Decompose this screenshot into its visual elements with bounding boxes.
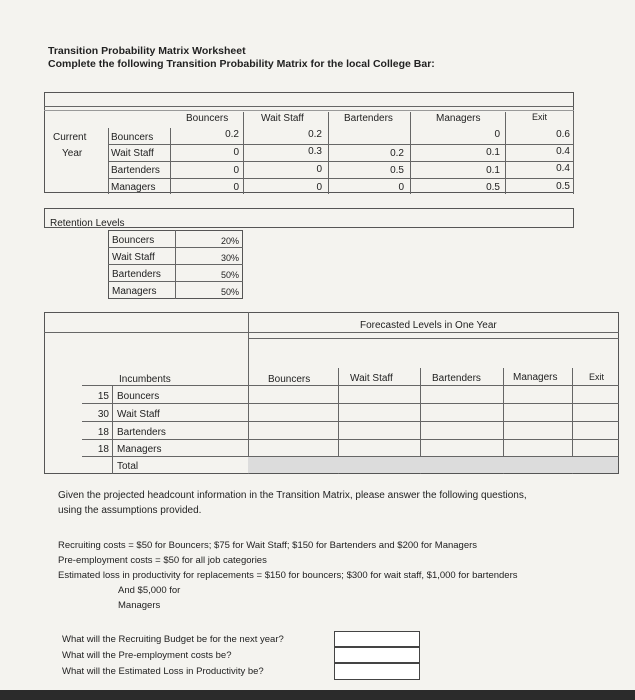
matrix-col-bouncers: Bouncers bbox=[186, 113, 229, 124]
assumption-loss-continued: And $5,000 for bbox=[118, 585, 181, 596]
instructions-line2: using the assumptions provided. bbox=[58, 505, 202, 516]
retention-heading: Retention Levels bbox=[50, 218, 125, 229]
answer-box-productivity-loss[interactable] bbox=[334, 663, 420, 680]
matrix-header-divider bbox=[44, 106, 574, 107]
matrix-cell: 0 bbox=[398, 182, 404, 193]
matrix-cell: 0.3 bbox=[308, 146, 322, 157]
retention-row-label: Bartenders bbox=[112, 269, 161, 280]
matrix-cell: 0 bbox=[494, 129, 500, 140]
matrix-row-label: Bouncers bbox=[111, 132, 154, 143]
matrix-cell: 0.6 bbox=[556, 129, 570, 140]
forecast-row-label: Bartenders bbox=[117, 427, 166, 438]
forecast-col-bartenders: Bartenders bbox=[432, 373, 481, 384]
matrix-row-label: Bartenders bbox=[111, 165, 160, 176]
matrix-cell: 0.2 bbox=[390, 148, 404, 159]
forecast-heading: Forecasted Levels in One Year bbox=[360, 320, 497, 331]
retention-row-label: Bouncers bbox=[112, 235, 155, 246]
worksheet-subtitle: Complete the following Transition Probability Matrix for the local College Bar: bbox=[48, 58, 435, 70]
assumption-loss-managers: Managers bbox=[118, 600, 161, 611]
forecast-col-wait-staff: Wait Staff bbox=[350, 373, 393, 384]
question-productivity-loss: What will the Estimated Loss in Productivity be? bbox=[62, 666, 264, 677]
matrix-cell: 0 bbox=[233, 165, 239, 176]
row-group-label-year: Year bbox=[62, 148, 83, 159]
matrix-row-label: Managers bbox=[111, 182, 156, 193]
incumbent-count: 18 bbox=[97, 444, 109, 455]
incumbent-count: 15 bbox=[97, 391, 109, 402]
matrix-cell: 0.2 bbox=[225, 129, 239, 140]
matrix-cell: 0 bbox=[316, 164, 322, 175]
retention-value: 50% bbox=[220, 270, 239, 280]
matrix-row-label: Wait Staff bbox=[111, 148, 154, 159]
matrix-col-managers: Managers bbox=[436, 113, 481, 124]
forecast-col-exit: Exit bbox=[589, 372, 605, 382]
instructions-line1: Given the projected headcount information in the Transition Matrix, please answer the following questions, bbox=[58, 490, 527, 501]
matrix-col-wait-staff: Wait Staff bbox=[261, 113, 304, 124]
forecast-col-bouncers: Bouncers bbox=[268, 374, 311, 385]
forecast-row-label: Managers bbox=[117, 444, 162, 455]
matrix-cell: 0 bbox=[233, 147, 239, 158]
row-group-label-current: Current bbox=[53, 132, 87, 143]
worksheet-title: Transition Probability Matrix Worksheet bbox=[48, 45, 246, 57]
incumbent-count: 18 bbox=[97, 427, 109, 438]
matrix-cell: 0.1 bbox=[486, 147, 500, 158]
total-row-shading bbox=[248, 457, 618, 473]
matrix-cell: 0 bbox=[316, 182, 322, 193]
incumbent-count: 30 bbox=[97, 409, 109, 420]
forecast-row-label: Wait Staff bbox=[117, 409, 160, 420]
matrix-cell: 0 bbox=[233, 182, 239, 193]
matrix-cell: 0.5 bbox=[556, 181, 570, 192]
answer-box-preemployment-costs[interactable] bbox=[334, 647, 420, 663]
retention-value: 20% bbox=[220, 236, 239, 246]
retention-row-label: Wait Staff bbox=[112, 252, 155, 263]
forecast-row-label: Bouncers bbox=[117, 391, 160, 402]
answer-box-recruiting-budget[interactable] bbox=[334, 631, 420, 647]
assumption-loss: Estimated loss in productivity for replacements = $150 for bouncers; $300 for wait staff, $1,000 for bartenders bbox=[58, 570, 518, 581]
matrix-cell: 0.1 bbox=[486, 165, 500, 176]
matrix-cell: 0.5 bbox=[486, 182, 500, 193]
assumption-recruiting: Recruiting costs = $50 for Bouncers; $75 for Wait Staff; $150 for Bartenders and $200 for Managers bbox=[58, 540, 478, 551]
forecast-total-label: Total bbox=[117, 461, 139, 472]
question-recruiting-budget: What will the Recruiting Budget be for the next year? bbox=[62, 634, 284, 645]
retention-row-label: Managers bbox=[112, 286, 157, 297]
matrix-cell: 0.4 bbox=[556, 146, 570, 157]
question-preemployment-costs: What will the Pre-employment costs be? bbox=[62, 650, 232, 661]
incumbents-label: Incumbents bbox=[119, 374, 171, 385]
assumption-preemployment: Pre-employment costs = $50 for all job categories bbox=[58, 555, 267, 566]
matrix-col-exit: Exit bbox=[532, 112, 548, 122]
matrix-cell: 0.5 bbox=[390, 165, 404, 176]
matrix-cell: 0.2 bbox=[308, 129, 322, 140]
forecast-col-managers: Managers bbox=[513, 372, 558, 383]
retention-value: 30% bbox=[220, 253, 239, 263]
retention-value: 50% bbox=[220, 287, 239, 297]
matrix-col-bartenders: Bartenders bbox=[344, 113, 393, 124]
matrix-cell: 0.4 bbox=[556, 163, 570, 174]
